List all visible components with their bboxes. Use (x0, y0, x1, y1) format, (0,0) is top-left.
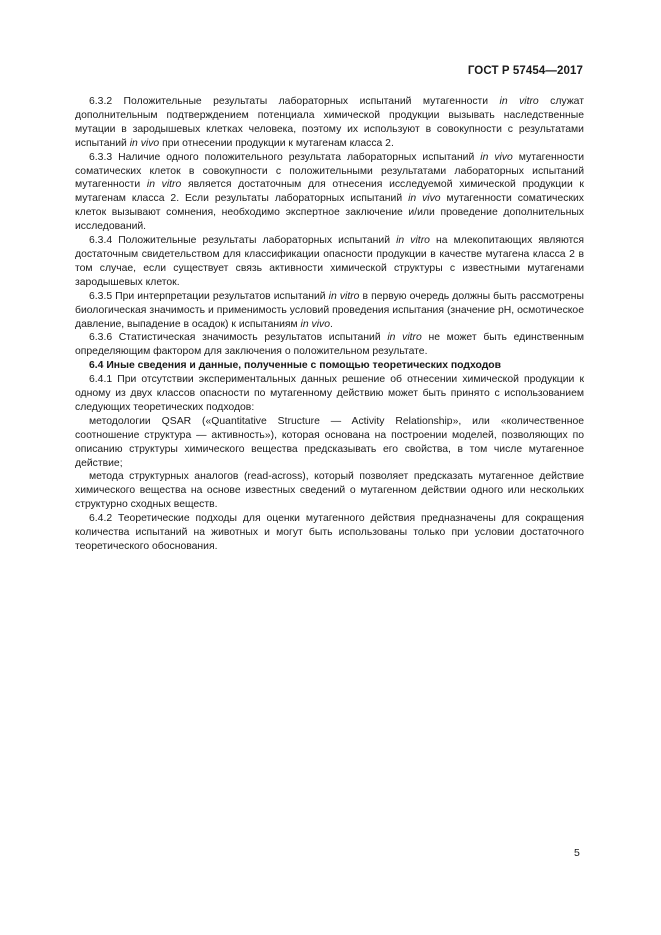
text: 6.3.4 Положительные результаты лабораторных испытаний (89, 235, 397, 247)
text: при отнесении продукции к мутагенам класса 2. (159, 137, 394, 149)
paragraph-6-3-3 (75, 151, 584, 234)
text: 6.3.2 Положительные результаты лабораторных испытаний мутагенности (89, 96, 500, 107)
paragraph-6-3-4 (75, 234, 584, 290)
standard-id: ГОСТ Р 57454—2017 (467, 65, 583, 77)
paragraph-6-3-5 (75, 290, 584, 332)
paragraph-qsar: методологии QSAR («Quantitative Structure — Activity Relationship», или «количественное соотношение структура — активность»), которая основана на построении моделей, позволяющих по описанию структуры химического вещества предсказывать его свойства, в том числе мутагенное действие; (75, 415, 584, 469)
text: является достаточным для отнесения исследуемой химической продукции к мутагенам класса 2. Если результаты лабораторных испытаний (75, 179, 584, 205)
text: мутагенности соматических клеток вызывают сомнения, необходимо экспертное заключение и/или проведение дополнительных исследований. (75, 193, 584, 233)
text: мутагенности соматических клеток в совокупности с положительными результатами лабораторных испытаний мутагенности (75, 151, 585, 191)
text: 6.3.5 При интерпретации результатов испытаний (89, 290, 329, 302)
italic-term: in vivo (300, 318, 330, 330)
paragraph-6-4-1: 6.4.1 При отсутствии экспериментальных данных решение об отнесении химической продукции к одному из двух классов опасности по мутагенному действию может быть принято с использованием следующих теоретических подходов: (75, 374, 584, 413)
text: . (330, 318, 333, 330)
italic-term: in vitro (499, 96, 539, 107)
paragraph-6-4-2: 6.4.2 Теоретические подходы для оценки мутагенного действия предназначены для сокращения количества испытаний на животных и могут быть использованы только при условии достаточного теоретического обоснования. (75, 513, 584, 552)
italic-term: in vivo (129, 137, 160, 149)
italic-term: in vitro (146, 179, 182, 191)
italic-term: in vitro (387, 332, 422, 344)
text: служат дополнительным подтверждением потенциала химической продукции вызывать наследственные мутации в зародышевых клетках человека, поэтому их используют в совокупности с результатами испытаний (75, 96, 584, 149)
text: не может быть единственным определяющим фактором для заключения о положительном результате. (75, 332, 584, 358)
italic-term: in vivo (408, 193, 441, 205)
paragraph-6-3-2 (75, 95, 584, 151)
section-heading-6-4: 6.4 Иные сведения и данные, полученные с помощью теоретических подходов (89, 360, 502, 372)
document-body (75, 95, 584, 554)
italic-term: in vitro (328, 290, 360, 302)
text: в первую очередь должны быть рассмотрены биологическая значимость и применимость условий проведения испытания (значение pH, осмотическое давление, выпадение в осадок) к испытаниям (75, 290, 584, 330)
italic-term: in vitro (396, 235, 430, 247)
text: на млекопитающих являются достаточным свидетельством для классификации опасности продукции в качестве мутагена класса 2 в том случае, если существует связь активности химической структуры с известными мутагенами зародышевых клеток. (75, 235, 584, 288)
paragraph-6-3-6 (75, 331, 584, 359)
italic-term: in vivo (480, 151, 513, 163)
page-number: 5 (574, 847, 580, 859)
paragraph-read-across: метода структурных аналогов (read-across), который позволяет предсказать мутагенное действие химического вещества на основе известных сведений о мутагенном действии одного или нескольких структурно сходных веществ. (75, 471, 584, 511)
text: 6.3.3 Наличие одного положительного результата лабораторных испытаний (89, 151, 481, 163)
text: 6.3.6 Статистическая значимость результатов испытаний (89, 332, 388, 344)
